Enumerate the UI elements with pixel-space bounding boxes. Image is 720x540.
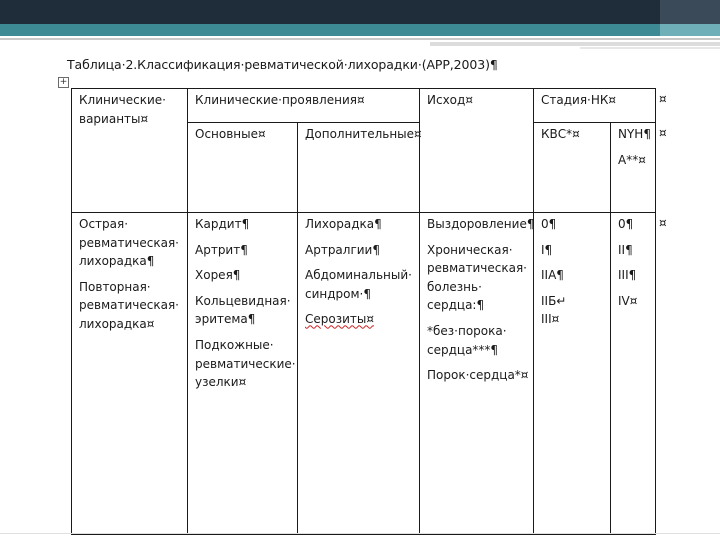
slide-bottom-line	[0, 533, 720, 534]
header-variants-line: варианты¤	[79, 111, 149, 126]
slide-teal-band-accent	[660, 24, 720, 36]
table-move-icon[interactable]: +	[59, 77, 68, 87]
cell-nyha-stage	[611, 213, 656, 535]
variant-paragraph: Повторная· ревматическая· лихорадка¤	[79, 279, 179, 331]
main-item: Кольцевидная· эритема¶	[195, 293, 291, 327]
slide-divider-line	[0, 38, 720, 40]
outcome-item: Порок·сердца*¤	[427, 368, 529, 383]
nyha-item: II¶	[618, 242, 633, 257]
additional-item: Абдоминальный· синдром·¶	[305, 268, 412, 301]
kvs-item: IIБ↵ III¤	[541, 293, 567, 327]
outcome-item: Выздоровление¶	[427, 217, 535, 231]
row-end-mark: ¤	[659, 216, 667, 230]
header-clinical-manifestations: Клинические·проявления¤	[188, 89, 420, 123]
header-row-1	[72, 89, 656, 123]
main-item: Хорея¶	[195, 268, 241, 283]
outcome-item: *без·порока· сердца***¶	[427, 323, 507, 357]
nyha-item: III¶	[618, 268, 637, 283]
slide-top-bar-accent	[660, 0, 720, 24]
header-additional: Дополнительные¤	[298, 123, 420, 213]
main-item: Кардит¶	[195, 217, 250, 231]
kvs-item: IIА¶	[541, 268, 564, 283]
row-end-mark: ¤	[659, 126, 667, 140]
kvs-item: 0¶	[541, 217, 557, 231]
additional-item	[305, 310, 412, 329]
outcome-item: Хроническая· ревматическая· болезнь· сердца:¶	[427, 242, 527, 313]
classification-table	[71, 88, 656, 535]
variant-paragraph: Острая· ревматическая· лихорадка¶	[79, 217, 179, 269]
header-stage: Стадия·НК¤	[534, 89, 656, 123]
document-title: Таблица·2.Классификация·ревматической·лихорадки·(АРР,2003)¶	[67, 57, 498, 72]
header-variants-line: Клинические·	[79, 93, 166, 107]
header-nyha-line: A**¤	[618, 152, 646, 167]
additional-item: Артралгии¶	[305, 242, 380, 257]
row-end-mark: ¤	[659, 92, 667, 106]
header-kvs: КВС*¤	[534, 123, 611, 213]
cell-additional-manifestations	[298, 213, 420, 535]
nyha-item: 0¶	[618, 217, 634, 231]
header-outcome: Исход¤	[420, 89, 534, 213]
slide-divider-line-3	[580, 47, 720, 49]
kvs-item: I¶	[541, 242, 553, 257]
slide-top-bar	[0, 0, 720, 24]
main-item: Подкожные· ревматические· узелки¤	[195, 337, 296, 390]
main-item: Артрит¶	[195, 242, 248, 257]
cell-variants	[72, 213, 188, 535]
cell-kvs-stage	[534, 213, 611, 535]
slide-divider-line-2	[430, 42, 720, 46]
header-main: Основные¤	[188, 123, 298, 213]
spellcheck-word: Серозиты¤	[305, 312, 374, 327]
cell-main-manifestations	[188, 213, 298, 535]
header-nyha	[611, 123, 656, 213]
header-clinical-variants	[72, 89, 188, 213]
slide-teal-band	[0, 24, 720, 36]
cell-outcome	[420, 213, 534, 535]
body-row	[72, 213, 656, 535]
additional-item: Лихорадка¶	[305, 217, 382, 231]
nyha-item: IV¤	[618, 293, 638, 308]
header-nyha-line: NYH¶	[618, 127, 651, 141]
